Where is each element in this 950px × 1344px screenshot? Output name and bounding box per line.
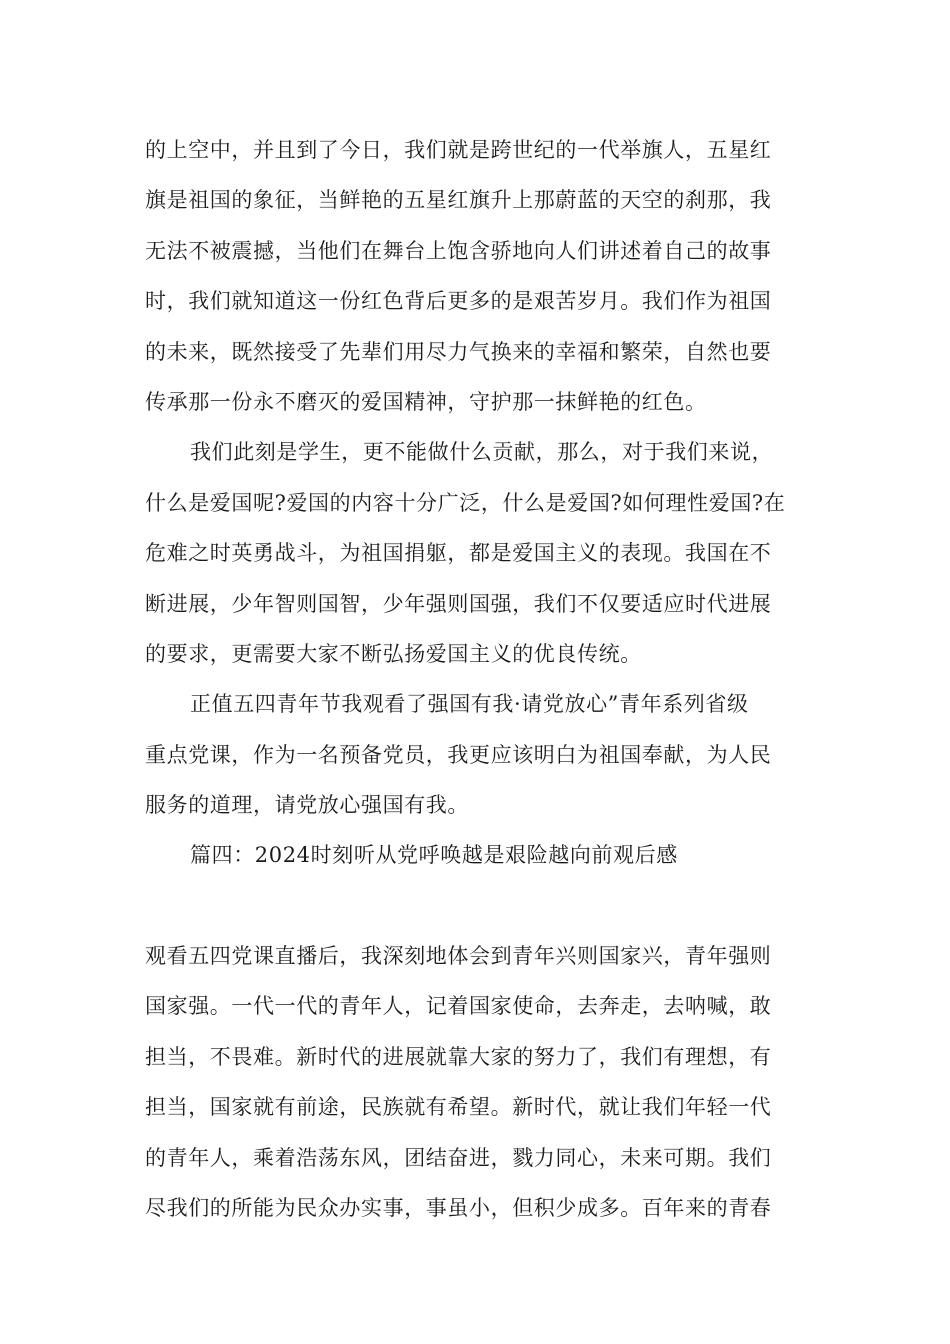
text-line: 危难之时英勇战斗，为祖国捐躯，都是爱国主义的表现。我国在不	[145, 541, 772, 565]
text-line: 旗是祖国的象征，当鲜艳的五星红旗升上那蔚蓝的天空的刹那，我	[145, 188, 772, 212]
text-line: 观看五四党课直播后，我深刻地体会到青年兴则国家兴，青年强则	[145, 944, 772, 968]
text-line: 传承那一份永不磨灭的爱国精神，守护那一抹鲜艳的红色。	[145, 390, 707, 414]
section-heading: 篇四：2024时刻听从党呼唤越是艰险越向前观后感	[190, 843, 678, 867]
text-line: 的要求，更需要大家不断弘扬爱国主义的优良传统。	[145, 642, 642, 666]
paragraph-first-line: 正值五四青年节我观看了强国有我·请党放心”青年系列省级	[190, 692, 749, 716]
text-line: 尽我们的所能为民众办实事，事虽小，但积少成多。百年来的青春	[145, 1196, 772, 1220]
paragraph-first-line: 我们此刻是学生，更不能做什么贡献，那么，对于我们来说，	[190, 440, 774, 464]
text-line: 的未来，既然接受了先辈们用尽力气换来的幸福和繁荣，自然也要	[145, 340, 772, 364]
text-line: 担当，不畏难。新时代的进展就靠大家的努力了，我们有理想，有	[145, 1045, 772, 1069]
text-line: 断进展，少年智则国智，少年强则国强，我们不仅要适应时代进展	[145, 592, 772, 616]
text-line: 无法不被震撼，当他们在舞台上饱含骄地向人们讲述着自己的故事	[145, 239, 772, 263]
text-line: 重点党课，作为一名预备党员，我更应该明白为祖国奉献，为人民	[145, 743, 772, 767]
text-line: 时，我们就知道这一份红色背后更多的是艰苦岁月。我们作为祖国	[145, 289, 772, 313]
text-line: 什么是爱国呢?爱国的内容十分广泛，什么是爱国?如何理性爱国?在	[145, 491, 786, 515]
text-line: 的青年人，乘着浩荡东风，团结奋进，戮力同心，未来可期。我们	[145, 1146, 772, 1170]
text-line: 担当，国家就有前途，民族就有希望。新时代，就让我们年轻一代	[145, 1095, 772, 1119]
text-line: 的上空中，并且到了今日，我们就是跨世纪的一代举旗人，五星红	[145, 138, 772, 162]
text-line: 服务的道理，请党放心强国有我。	[145, 793, 469, 817]
text-line: 国家强。一代一代的青年人，记着国家使命，去奔走，去呐喊，敢	[145, 994, 772, 1018]
